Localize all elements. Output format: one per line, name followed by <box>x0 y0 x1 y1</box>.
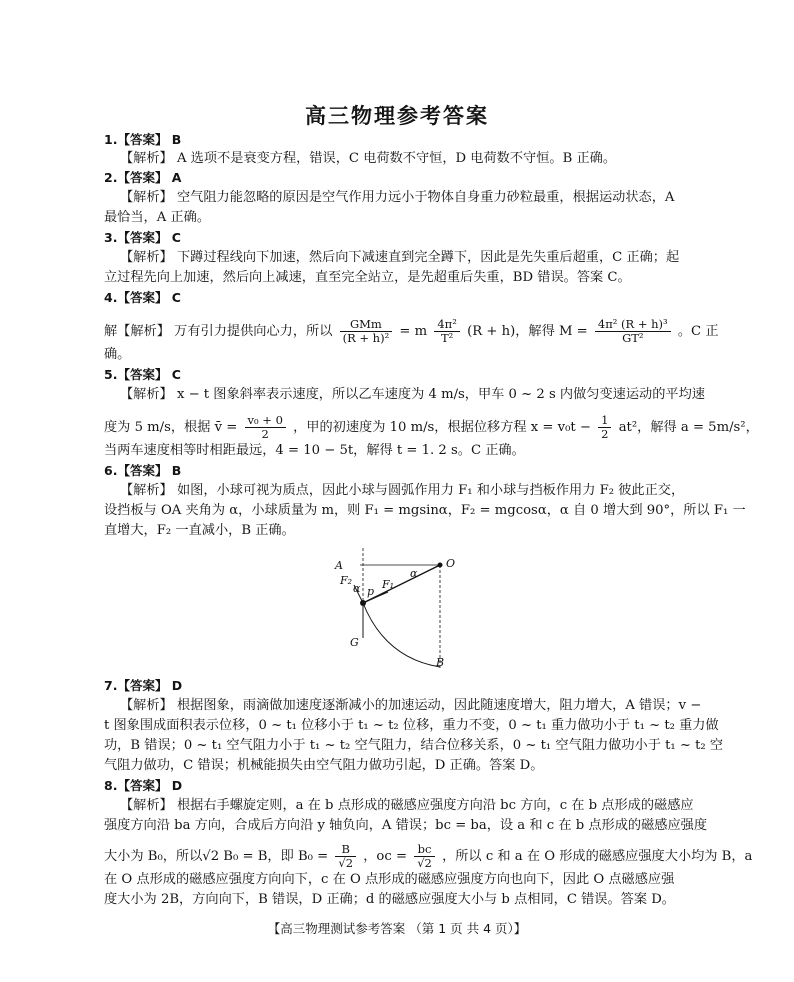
frac-numerator: B <box>335 843 356 857</box>
q5-explanation-1: 【解析】 x − t 图象斜率表示速度，所以乙车速度为 4 m/s，甲车 0 ~ 2 s 内做匀变速运动的平均速 <box>120 387 705 402</box>
page-title: 高三物理参考答案 <box>305 104 489 128</box>
q8-fraction-b0 <box>335 843 356 870</box>
label-g: G <box>350 636 359 649</box>
frac-numerator: GMm <box>340 318 393 332</box>
frac-numerator: v₀ + 0 <box>245 414 286 428</box>
board-line <box>363 565 440 603</box>
q4-text-end: 。C 正 <box>677 324 719 339</box>
frac-numerator: 4π² (R + h)³ <box>595 318 671 332</box>
frac-denominator: √2 <box>338 856 354 870</box>
q2-explanation-1: 【解析】 空气阻力能忽略的原因是空气作用力远小于物体自身重力砂粒最重，根据运动状态，A <box>120 190 675 205</box>
q8-explanation-5: 度大小为 2B，方向向下，B 错误，D 正确；d 的磁感应强度大小与 b 点相同，C 错误。答案 D。 <box>104 892 675 907</box>
q5-text-pre: 度为 5 m/s，根据 v̄ = <box>104 420 238 435</box>
q7-explanation-1: 【解析】 根据图象，雨滴做加速度逐渐减小的加速运动，因此随速度增大，阻力增大，A 错误；v − <box>120 698 702 713</box>
page-footer: 【高三物理测试参考答案 （第 1 页 共 4 页）】 <box>267 921 527 936</box>
frac-numerator: 4π² <box>434 318 460 332</box>
q8-fraction-oc <box>414 843 435 870</box>
force-diagram <box>330 540 470 670</box>
q6-answer: 6.【答案】 B <box>104 463 182 478</box>
q5-answer: 5.【答案】 C <box>104 367 181 382</box>
label-o: O <box>446 557 456 570</box>
q2-explanation-2: 最恰当，A 正确。 <box>104 210 211 225</box>
q8-text-mid: ，oc = <box>363 849 407 864</box>
q5-text-end: at²，解得 a = 5m/s²， <box>618 420 759 435</box>
q8-explanation-1: 【解析】 根据右手螺旋定则，a 在 b 点形成的磁感应强度方向沿 bc 方向，c 在 b 点形成的磁感应 <box>120 798 694 813</box>
q2-answer: 2.【答案】 A <box>104 170 182 185</box>
q4-explanation-1 <box>104 318 719 345</box>
label-f2: F₂ <box>340 574 353 587</box>
frac-numerator: bc <box>414 843 435 857</box>
q5-text-mid: ，甲的初速度为 10 m/s，根据位移方程 x = v₀t − <box>293 420 591 435</box>
label-a: A <box>335 559 343 572</box>
q7-explanation-4: 气阻力做功，C 错误；机械能损失由空气阻力做功引起，D 正确。答案 D。 <box>104 758 544 773</box>
q4-text-mid: (R + h)，解得 M = <box>467 324 588 339</box>
q5-fraction-average <box>245 414 286 441</box>
frac-denominator: √2 <box>417 856 432 870</box>
frac-denominator: (R + h)² <box>342 331 390 345</box>
q6-explanation-3: 直增大，F₂ 一直减小，B 正确。 <box>104 523 295 538</box>
q8-explanation-2: 强度方向沿 ba 方向，合成后方向沿 y 轴负向，A 错误；bc = ba，设 a 和 c 在 b 点形成的磁感应强度 <box>104 818 708 833</box>
label-b: B <box>436 656 445 669</box>
q8-explanation-4: 在 O 点形成的磁感应强度方向向下，c 在 O 点形成的磁感应强度方向也向下，因此 O 点磁感应强 <box>104 872 675 887</box>
q5-fraction-half <box>598 414 611 441</box>
q4-text-pre: 解【解析】 万有引力提供向心力，所以 <box>104 324 333 339</box>
q8-text-end: ，所以 c 和 a 在 O 形成的磁感应强度大小均为 B，a <box>442 849 753 864</box>
q1-answer: 1.【答案】 B <box>104 132 182 147</box>
q7-explanation-2: t 图象围成面积表示位移，0 ~ t₁ 位移小于 t₁ ~ t₂ 位移，重力不变，0 ~ t₁ 重力做功小于 t₁ ~ t₂ 重力做 <box>104 718 719 733</box>
q8-explanation-3 <box>104 843 752 870</box>
q3-explanation-2: 立过程先向上加速，然后向上减速，直至完全站立，是先超重后失重，BD 错误。答案 C。 <box>104 270 631 285</box>
q4-answer: 4.【答案】 C <box>104 290 181 305</box>
q3-answer: 3.【答案】 C <box>104 230 181 245</box>
arc-surface <box>363 603 440 667</box>
q5-explanation-3: 当两车速度相等时相距最远，4 = 10 − 5t，解得 t = 1. 2 s。C 正确。 <box>104 443 525 458</box>
q4-text-eq: = m <box>399 324 428 339</box>
frac-denominator: GT² <box>622 331 644 345</box>
q6-explanation-1: 【解析】 如图，小球可视为质点，因此小球与圆弧作用力 F₁ 和小球与挡板作用力 F₂ 彼此正交， <box>120 483 685 498</box>
q3-explanation-1: 【解析】 下蹲过程线向下加速，然后向下减速直到完全蹲下，因此是先失重后超重，C 正确；起 <box>120 250 680 265</box>
frac-denominator: 2 <box>261 427 269 441</box>
q4-fraction-centripetal <box>434 318 460 345</box>
q5-explanation-2 <box>104 414 759 441</box>
q8-answer: 8.【答案】 D <box>104 778 183 793</box>
point-o <box>438 563 443 568</box>
q8-text-pre: 大小为 B₀，所以√2 B₀ = B，即 B₀ = <box>104 849 329 864</box>
q1-explanation: 【解析】 A 选项不是衰变方程，错误，C 电荷数不守恒，D 电荷数不守恒。B 正确。 <box>120 151 617 166</box>
frac-denominator: T² <box>440 331 454 345</box>
q7-explanation-3: 功，B 错误；0 ~ t₁ 空气阻力小于 t₁ ~ t₂ 空气阻力，结合位移关系，0 ~ t₁ 空气阻力做功小于 t₁ ~ t₂ 空 <box>104 738 724 753</box>
frac-denominator: 2 <box>601 427 609 441</box>
label-alpha-2: α <box>410 567 418 580</box>
label-alpha-1: α <box>353 582 361 595</box>
q4-fraction-mass <box>595 318 671 345</box>
label-p: p <box>367 585 375 598</box>
label-f1: F₁ <box>382 578 395 591</box>
q7-answer: 7.【答案】 D <box>104 678 183 693</box>
q4-explanation-2: 确。 <box>104 347 131 362</box>
frac-numerator: 1 <box>598 414 611 428</box>
q6-explanation-2: 设挡板与 OA 夹角为 α，小球质量为 m，则 F₁ = mgsinα，F₂ = mgcosα，α 自 0 增大到 90°，所以 F₁ 一 <box>104 503 746 518</box>
q4-fraction-gravity <box>340 318 393 345</box>
